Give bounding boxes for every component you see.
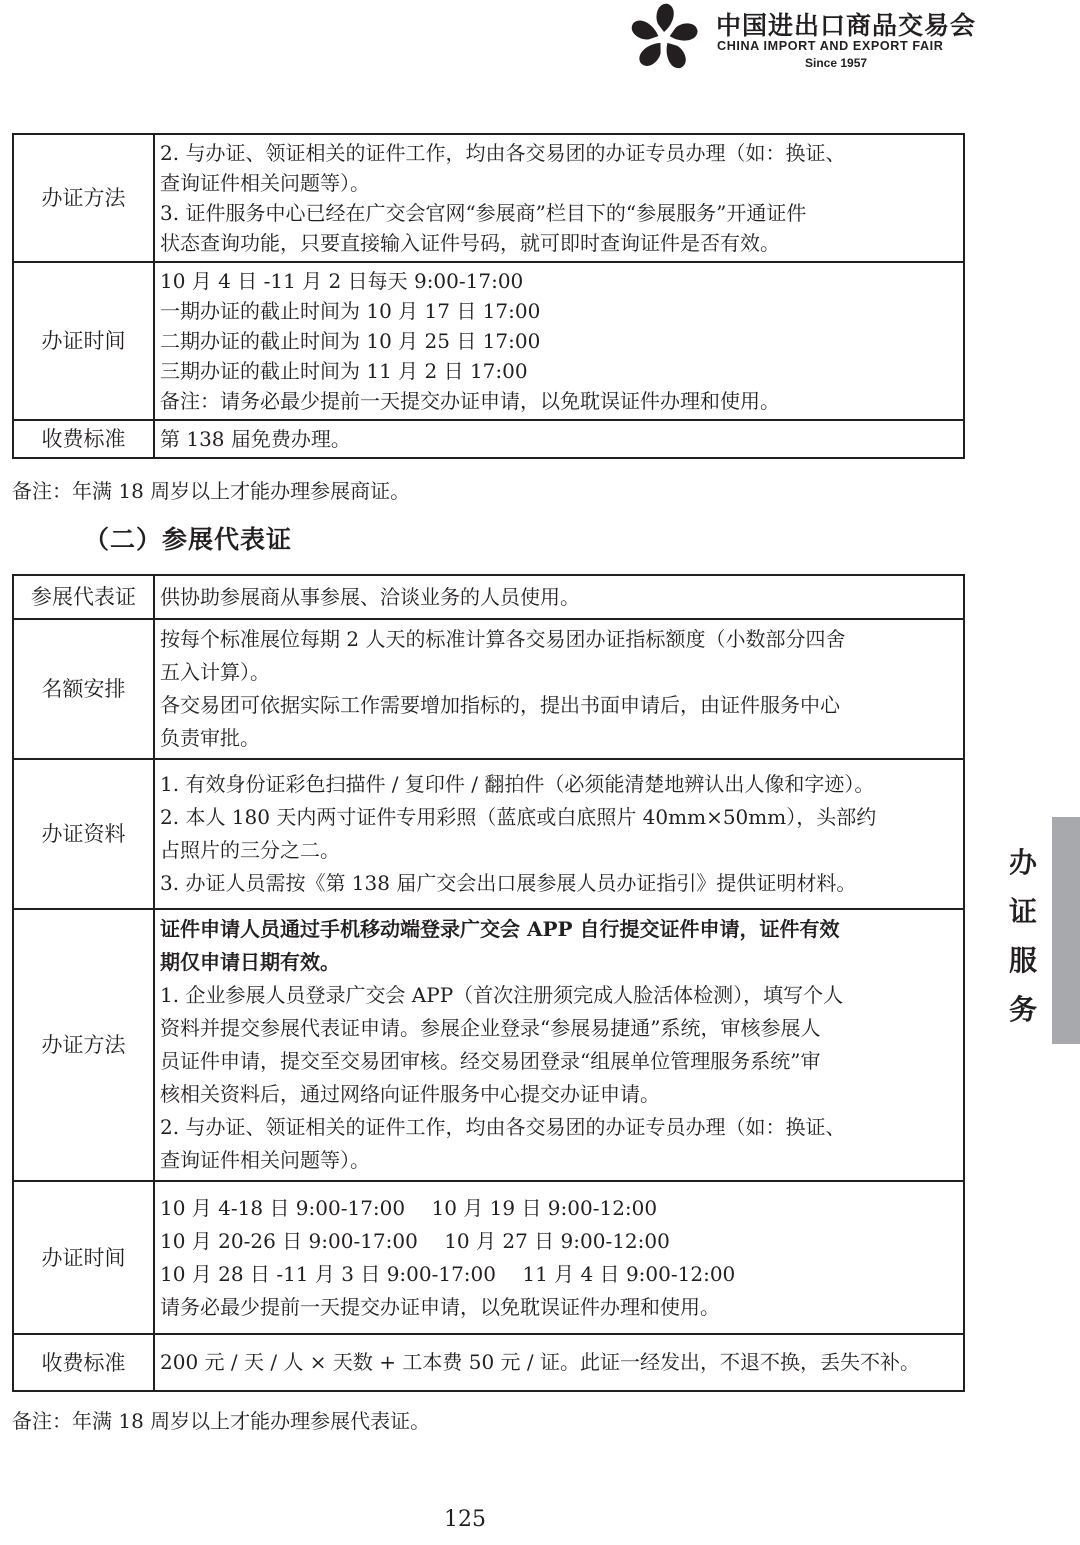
- side-title-char: 办: [1008, 846, 1037, 879]
- row-content: [154, 134, 964, 262]
- row-label: 办证资料: [13, 759, 154, 909]
- content-line: 10 月 4 日 -11 月 2 日每天 9:00-17:00: [160, 269, 524, 293]
- content-line: 请务必最少提前一天提交办证申请，以免耽误证件办理和使用。: [160, 1294, 720, 1319]
- content-line: 第 138 届免费办理。: [160, 427, 351, 451]
- content-line: 各交易团可依据实际工作需要增加指标的，提出书面申请后，由证件服务中心: [160, 693, 840, 717]
- row-content: [154, 759, 964, 909]
- row-label: 名额安排: [13, 619, 154, 759]
- content-line: 员证件申请，提交至交易团审核。经交易团登录“组展单位管理服务系统”审: [160, 1049, 821, 1073]
- row-content: [154, 1334, 964, 1391]
- page-number: 125: [444, 1507, 486, 1532]
- note-exhibitor-pass: 备注：年满 18 周岁以上才能办理参展商证。: [12, 479, 411, 503]
- content-line: 核相关资料后，通过网络向证件服务中心提交办证申请。: [160, 1082, 660, 1106]
- content-line: 2. 本人 180 天内两寸证件专用彩照（蓝底或白底照片 40mm×50mm），头部约: [160, 805, 877, 829]
- content-line-emphasis: 期仅申请日期有效。: [160, 950, 340, 974]
- table-row: [13, 134, 964, 262]
- content-line: 二期办证的截止时间为 10 月 25 日 17:00: [160, 329, 541, 353]
- canton-fair-logo: [628, 2, 1008, 74]
- content-line: 10 月 28 日 -11 月 3 日 9:00-17:00 11 月 4 日 9:00-12:00: [160, 1261, 736, 1286]
- content-line: 查询证件相关问题等）。: [160, 171, 370, 195]
- content-line: 1. 有效身份证彩色扫描件 / 复印件 / 翻拍件（必须能清楚地辨认出人像和字迹）。: [160, 772, 875, 796]
- side-section-tab: [1052, 817, 1080, 1044]
- content-line: 负责审批。: [160, 726, 260, 750]
- content-line-emphasis: 证件申请人员通过手机移动端登录广交会 APP 自行提交证件申请，证件有效: [160, 917, 840, 941]
- content-line: 3. 证件服务中心已经在广交会官网“参展商”栏目下的“参展服务”开通证件: [160, 201, 807, 225]
- table-row: [13, 1334, 964, 1391]
- row-content: [154, 262, 964, 420]
- content-line: 查询证件相关问题等）。: [160, 1148, 370, 1172]
- table-row: [13, 909, 964, 1181]
- content-line: 3. 办证人员需按《第 138 届广交会出口展参展人员办证指引》提供证明材料。: [160, 871, 857, 895]
- side-section-title: [1006, 838, 1040, 1034]
- row-label: 办证时间: [13, 262, 154, 420]
- side-title-char: 服: [1008, 944, 1037, 977]
- content-line: 一期办证的截止时间为 10 月 17 日 17:00: [160, 299, 541, 323]
- content-line: 200 元 / 天 / 人 × 天数 + 工本费 50 元 / 证。此证一经发出，不退不换，丢失不补。: [160, 1350, 920, 1374]
- table-row: [13, 262, 964, 420]
- row-label: 参展代表证: [13, 575, 154, 619]
- row-content: [154, 420, 964, 458]
- content-line: 10 月 4-18 日 9:00-17:00 10 月 19 日 9:00-12:00: [160, 1195, 658, 1220]
- row-label: 办证时间: [13, 1181, 154, 1334]
- content-line: 三期办证的截止时间为 11 月 2 日 17:00: [160, 359, 528, 383]
- content-line: 2. 与办证、领证相关的证件工作，均由各交易团的办证专员办理（如：换证、: [160, 141, 846, 165]
- content-line: 占照片的三分之二。: [160, 838, 340, 862]
- row-label: 办证方法: [13, 909, 154, 1181]
- logo-english-name: CHINA IMPORT AND EXPORT FAIR: [717, 39, 944, 53]
- table-row: [13, 420, 964, 458]
- row-label: 办证方法: [13, 134, 154, 262]
- content-line: 资料并提交参展代表证申请。参展企业登录“参展易捷通”系统，审核参展人: [160, 1016, 821, 1040]
- row-content: [154, 575, 964, 619]
- row-content: [154, 619, 964, 759]
- table-row: [13, 575, 964, 619]
- representative-pass-table: [12, 574, 965, 1392]
- side-title-char: 务: [1008, 993, 1037, 1026]
- row-content: [154, 1181, 964, 1334]
- side-title-char: 证: [1008, 895, 1037, 928]
- content-line: 按每个标准展位每期 2 人天的标准计算各交易团办证指标额度（小数部分四舍: [160, 627, 846, 651]
- content-line: 备注：请务必最少提前一天提交办证申请，以免耽误证件办理和使用。: [160, 389, 780, 413]
- row-content: [154, 909, 964, 1181]
- content-line: 1. 企业参展人员登录广交会 APP（首次注册须完成人脸活体检测），填写个人: [160, 983, 844, 1007]
- table-row: [13, 619, 964, 759]
- logo-since: Since 1957: [805, 56, 868, 70]
- content-line: 供协助参展商从事参展、洽谈业务的人员使用。: [160, 585, 580, 609]
- content-line: 10 月 20-26 日 9:00-17:00 10 月 27 日 9:00-12:00: [160, 1228, 670, 1253]
- content-line: 状态查询功能，只要直接输入证件号码，就可即时查询证件是否有效。: [160, 231, 780, 255]
- section-heading: （二）参展代表证: [84, 525, 293, 554]
- table-row: [13, 1181, 964, 1334]
- row-label: 收费标准: [13, 1334, 154, 1391]
- content-line: 五入计算）。: [160, 660, 270, 684]
- content-line: 2. 与办证、领证相关的证件工作，均由各交易团的办证专员办理（如：换证、: [160, 1115, 846, 1139]
- flower-logo-icon: [628, 2, 700, 74]
- note-representative-pass: 备注：年满 18 周岁以上才能办理参展代表证。: [12, 1409, 431, 1433]
- exhibitor-pass-table: [12, 133, 965, 459]
- table-row: [13, 759, 964, 909]
- logo-chinese-name: 中国进出口商品交易会: [716, 11, 977, 40]
- row-label: 收费标准: [13, 420, 154, 458]
